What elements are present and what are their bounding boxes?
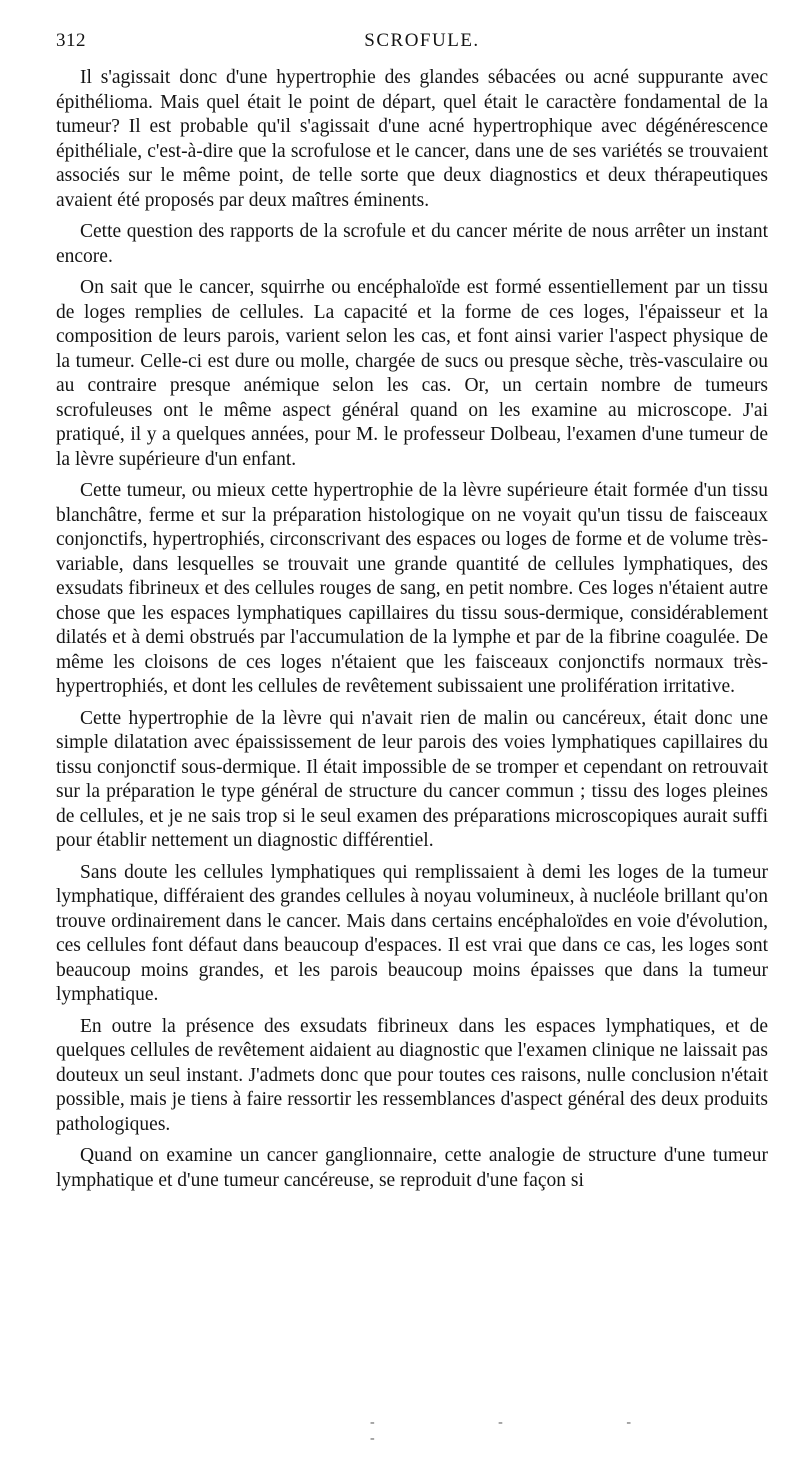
paragraph: Cette hypertrophie de la lèvre qui n'avait rien de malin ou cancéreux, était donc une simple dilatation avec épaississement de leur parois des voies lymphatiques capillaires du tissu conjonctif sous-dermique. Il était impossible de se tromper et cependant on retrouvait sur la préparation le type général de structure du cancer commun ; tissu des loges pleines de cellules, et je ne sais trop si le seul examen des préparations microscopiques aurait suffi pour établir nettement un diagnostic différentiel. [56,707,768,851]
footer-marks: - - - - [370,1415,691,1446]
body-text [56,66,768,1193]
paragraph: Il s'agissait donc d'une hypertrophie des glandes sébacées ou acné suppurante avec épithélioma. Mais quel était le point de départ, quel était le caractère fondamental de la tumeur? Il est probable qu'il s'agissait d'une acné hypertrophique avec dégénérescence épithéliale, c'est-à-dire que la scrofulose et le cancer, dans une de ses variétés se trouvaient associés sur le même point, de telle sorte que deux diagnostics et deux thérapeutiques avaient été proposés par deux maîtres éminents. [56,67,768,211]
paragraph: Cette tumeur, ou mieux cette hypertrophie de la lèvre supérieure était formée d'un tissu blanchâtre, ferme et sur la préparation histologique on ne voyait qu'un tissu de faisceaux conjonctifs, hypertrophiés, circonscrivant des espaces ou loges de forme et de volume très-variable, dans lesquelles se trouvait une grande quantité de cellules lymphatiques, des exsudats fibrineux et des cellules rouges de sang, en petit nombre. Ces loges n'étaient autre chose que les espaces lymphatiques capillaires du tissu sous-dermique, considérablement dilatés et à demi obstrués par l'accumulation de la lymphe et par de la fibrine coagulée. De même les cloisons de ces loges n'étaient que les faisceaux conjonctifs normaux très-hypertrophiés, et dont les cellules de revêtement subissaient une prolifération irritative. [56,480,768,697]
paragraph: En outre la présence des exsudats fibrineux dans les espaces lymphatiques, et de quelques cellules de revêtement aidaient au diagnostic que l'examen clinique ne laissait pas douteux un seul instant. J'admets donc que pour toutes ces raisons, nulle conclusion n'était possible, mais je tiens à faire ressortir les ressemblances d'aspect général des deux produits pathologiques. [56,1015,768,1135]
paragraph: On sait que le cancer, squirrhe ou encéphaloïde est formé essentiellement par un tissu de loges remplies de cellules. La capacité et la forme de ces loges, l'épaisseur et la composition de leurs parois, varient selon les cas, et font ainsi varier l'aspect physique de la tumeur. Celle-ci est dure ou molle, chargée de sucs ou presque sèche, très-vasculaire ou au contraire presque anémique selon les cas. Or, un certain nombre de tumeurs scrofuleuses ont le même aspect général quand on les examine au microscope. J'ai pratiqué, il y a quelques années, pour M. le professeur Dolbeau, l'examen d'une tumeur de la lèvre supérieure d'un enfant. [56,277,768,470]
page-header [56,30,768,58]
page-number: 312 [56,30,86,51]
paragraph: Sans doute les cellules lymphatiques qui remplissaient à demi les loges de la tumeur lymphatique, différaient des grandes cellules à noyau volumineux, à nucléole brillant qu'on trouve ordinairement dans le cancer. Mais dans certains encéphaloïdes en voie d'évolution, ces cellules font défaut dans beaucoup d'espaces. Il est vrai que dans ce cas, les loges sont beaucoup moins grandes, et les parois beaucoup moins épaisses que dans la tumeur lymphatique. [56,861,768,1005]
paragraph: Cette question des rapports de la scrofule et du cancer mérite de nous arrêter un instant encore. [56,221,768,267]
running-title: SCROFULE. [364,30,480,51]
paragraph: Quand on examine un cancer ganglionnaire, cette analogie de structure d'une tumeur lymphatique et d'une tumeur cancéreuse, se reproduit d'une façon si [56,1145,768,1191]
book-page [56,30,768,1200]
